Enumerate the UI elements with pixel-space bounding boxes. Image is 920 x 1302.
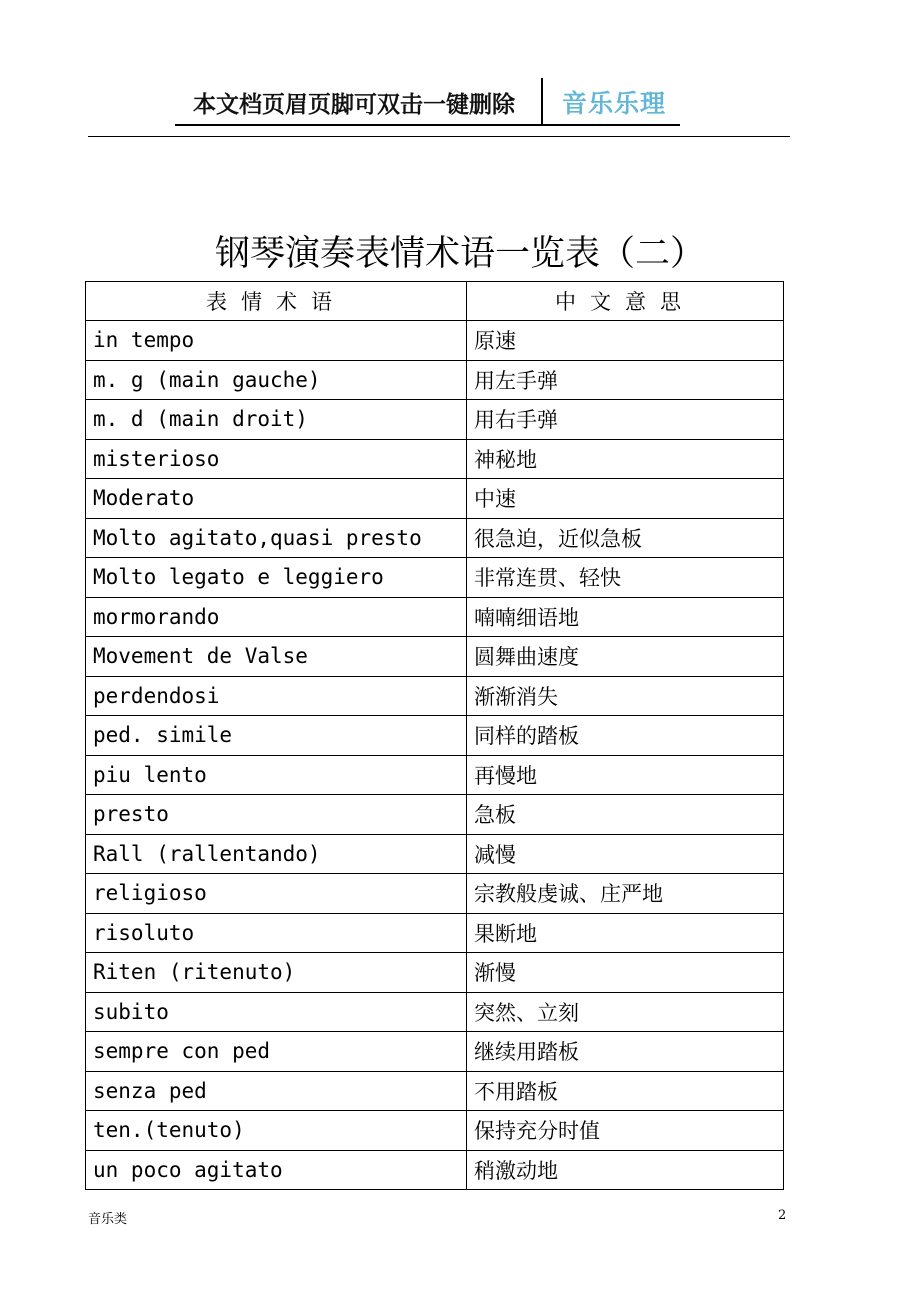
page-number: 2 (778, 1208, 787, 1223)
term-cell: Moderato (86, 479, 467, 519)
table-row (86, 1071, 784, 1111)
term-cell: subito (86, 992, 467, 1032)
meaning-cell: 突然、立刻 (467, 992, 784, 1032)
meaning-cell: 用右手弹 (467, 400, 784, 440)
meaning-cell: 神秘地 (467, 439, 784, 479)
meaning-cell: 非常连贯、轻快 (467, 558, 784, 598)
table-row (86, 637, 784, 677)
term-cell: Rall (rallentando) (86, 834, 467, 874)
table-header-row (86, 282, 784, 321)
table-row (86, 1032, 784, 1072)
meaning-cell: 用左手弹 (467, 360, 784, 400)
table-row (86, 558, 784, 598)
term-cell: piu lento (86, 755, 467, 795)
term-cell: perdendosi (86, 676, 467, 716)
meaning-cell: 减慢 (467, 834, 784, 874)
table-row (86, 1150, 784, 1190)
term-cell: Movement de Valse (86, 637, 467, 677)
table-row (86, 400, 784, 440)
table-row (86, 755, 784, 795)
column-header-term: 表情术语 (86, 282, 467, 321)
footer-category: 音乐类 (88, 1212, 128, 1227)
table-row (86, 439, 784, 479)
meaning-cell: 再慢地 (467, 755, 784, 795)
meaning-cell: 急板 (467, 795, 784, 835)
meaning-cell: 同样的踏板 (467, 716, 784, 756)
term-cell: risoluto (86, 913, 467, 953)
meaning-cell: 宗教般虔诚、庄严地 (467, 874, 784, 914)
column-header-meaning: 中文意思 (467, 282, 784, 321)
header-rule (88, 136, 790, 137)
term-cell: misterioso (86, 439, 467, 479)
table-row (86, 1111, 784, 1151)
meaning-cell: 很急迫，近似急板 (467, 518, 784, 558)
term-cell: ten.(tenuto) (86, 1111, 467, 1151)
meaning-cell: 中速 (467, 479, 784, 519)
meaning-cell: 渐慢 (467, 953, 784, 993)
term-cell: Molto agitato,quasi presto (86, 518, 467, 558)
meaning-cell: 圆舞曲速度 (467, 637, 784, 677)
term-cell: presto (86, 795, 467, 835)
table-row (86, 360, 784, 400)
term-cell: mormorando (86, 597, 467, 637)
term-cell: m. g (main gauche) (86, 360, 467, 400)
term-cell: un poco agitato (86, 1150, 467, 1190)
table-row (86, 716, 784, 756)
term-cell: senza ped (86, 1071, 467, 1111)
table-row (86, 874, 784, 914)
table-row (86, 795, 784, 835)
term-cell: m. d (main droit) (86, 400, 467, 440)
table-row (86, 518, 784, 558)
table-row (86, 913, 784, 953)
meaning-cell: 喃喃细语地 (467, 597, 784, 637)
table-row (86, 597, 784, 637)
meaning-cell: 保持充分时值 (467, 1111, 784, 1151)
page-header (175, 78, 680, 126)
table-row (86, 953, 784, 993)
meaning-cell: 继续用踏板 (467, 1032, 784, 1072)
term-cell: ped. simile (86, 716, 467, 756)
header-divider (541, 78, 543, 124)
table-row (86, 992, 784, 1032)
meaning-cell: 稍激动地 (467, 1150, 784, 1190)
header-underline (175, 124, 680, 126)
term-cell: religioso (86, 874, 467, 914)
table-row (86, 321, 784, 361)
table-row (86, 676, 784, 716)
term-cell: in tempo (86, 321, 467, 361)
term-cell: Molto legato e leggiero (86, 558, 467, 598)
meaning-cell: 不用踏板 (467, 1071, 784, 1111)
meaning-cell: 原速 (467, 321, 784, 361)
term-cell: Riten (ritenuto) (86, 953, 467, 993)
term-cell: sempre con ped (86, 1032, 467, 1072)
document-title: 钢琴演奏表情术语一览表（二） (214, 234, 705, 274)
table-row (86, 834, 784, 874)
meaning-cell: 渐渐消失 (467, 676, 784, 716)
header-category: 音乐乐理 (562, 89, 667, 118)
table-row (86, 479, 784, 519)
meaning-cell: 果断地 (467, 913, 784, 953)
header-note: 本文档页眉页脚可双击一键删除 (193, 91, 515, 118)
terms-table (85, 281, 784, 1190)
